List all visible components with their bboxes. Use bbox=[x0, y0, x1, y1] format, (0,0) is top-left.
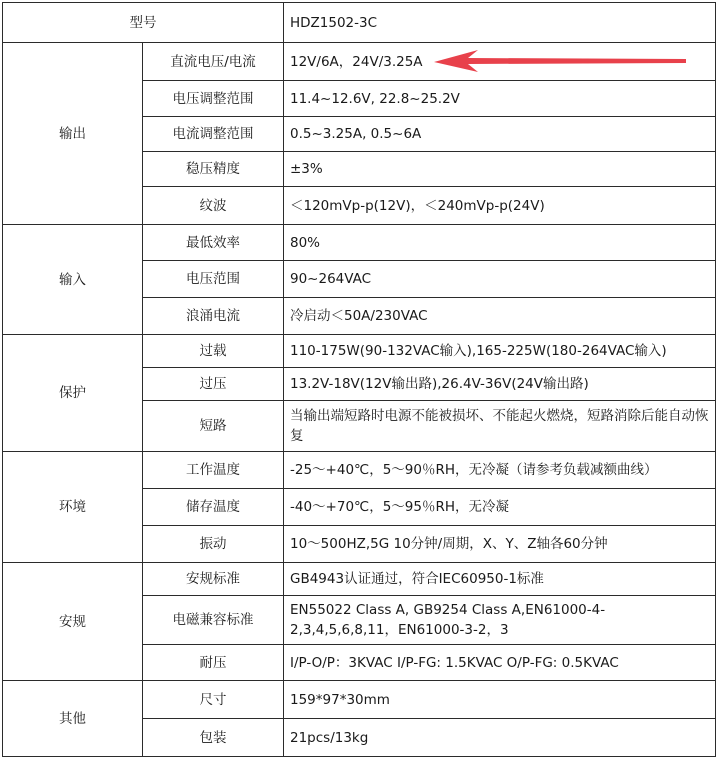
row-label: 耐压 bbox=[143, 645, 284, 681]
group-other: 其他 bbox=[3, 681, 143, 757]
row-label: 工作温度 bbox=[143, 452, 284, 489]
row-label: 最低效率 bbox=[143, 225, 284, 261]
row-label: 包装 bbox=[143, 719, 284, 757]
row-label: 过压 bbox=[143, 368, 284, 401]
row-value: ±3% bbox=[284, 152, 716, 187]
arrow-shape bbox=[434, 50, 686, 72]
group-environment: 环境 bbox=[3, 452, 143, 563]
row-value: 冷启动＜50A/230VAC bbox=[284, 298, 716, 335]
row-value: 110-175W(90-132VAC输入),165-225W(180-264VAC输入) bbox=[284, 335, 716, 368]
row-label: 振动 bbox=[143, 526, 284, 563]
model-value: HDZ1502-3C bbox=[284, 3, 716, 43]
row-label: 稳压精度 bbox=[143, 152, 284, 187]
row-label: 过载 bbox=[143, 335, 284, 368]
row-label: 直流电压/电流 bbox=[143, 43, 284, 81]
group-safety: 安规 bbox=[3, 563, 143, 681]
row-value: 13.2V-18V(12V输出路),26.4V-36V(24V输出路) bbox=[284, 368, 716, 401]
row-value: 90~264VAC bbox=[284, 261, 716, 298]
row-value: ＜120mVp-p(12V)，＜240mVp-p(24V) bbox=[284, 187, 716, 225]
row-value: EN55022 Class A, GB9254 Class A,EN61000-4-2,3,4,5,6,8,11，EN61000-3-2，3 bbox=[284, 596, 716, 645]
row-label: 尺寸 bbox=[143, 681, 284, 719]
table-row bbox=[3, 225, 716, 261]
row-value: I/P-O/P：3KVAC I/P-FG: 1.5KVAC O/P-FG: 0.5KVAC bbox=[284, 645, 716, 681]
row-value: GB4943认证通过，符合IEC60950-1标准 bbox=[284, 563, 716, 596]
table-row bbox=[3, 452, 716, 489]
table-row bbox=[3, 563, 716, 596]
row-value: 当输出端短路时电源不能被损坏、不能起火燃烧，短路消除后能自动恢复 bbox=[284, 401, 716, 452]
row-label: 安规标准 bbox=[143, 563, 284, 596]
row-label: 电磁兼容标准 bbox=[143, 596, 284, 645]
row-label: 浪涌电流 bbox=[143, 298, 284, 335]
group-protection: 保护 bbox=[3, 335, 143, 452]
row-value: -40～+70℃，5～95％RH，无冷凝 bbox=[284, 489, 716, 526]
row-value: 10～500HZ,5G 10分钟/周期，X、Y、Z轴各60分钟 bbox=[284, 526, 716, 563]
row-value: 0.5~3.25A, 0.5~6A bbox=[284, 117, 716, 152]
group-output: 输出 bbox=[3, 43, 143, 225]
table-row bbox=[3, 681, 716, 719]
red-arrow-annotation bbox=[432, 48, 688, 74]
row-label: 电压调整范围 bbox=[143, 81, 284, 117]
row-label: 短路 bbox=[143, 401, 284, 452]
row-value: 21pcs/13kg bbox=[284, 719, 716, 757]
row-value: 159*97*30mm bbox=[284, 681, 716, 719]
row-value: 11.4~12.6V, 22.8~25.2V bbox=[284, 81, 716, 117]
row-label: 电压范围 bbox=[143, 261, 284, 298]
group-input: 输入 bbox=[3, 225, 143, 335]
model-label: 型号 bbox=[3, 3, 284, 43]
row-value: 12V/6A，24V/3.25A bbox=[284, 43, 716, 81]
table-row-model bbox=[3, 3, 716, 43]
row-value: -25～+40℃，5～90％RH，无冷凝（请参考负载减额曲线） bbox=[284, 452, 716, 489]
row-label: 储存温度 bbox=[143, 489, 284, 526]
row-value: 80% bbox=[284, 225, 716, 261]
spec-table bbox=[2, 2, 716, 757]
row-label: 电流调整范围 bbox=[143, 117, 284, 152]
row-label: 纹波 bbox=[143, 187, 284, 225]
table-row bbox=[3, 335, 716, 368]
